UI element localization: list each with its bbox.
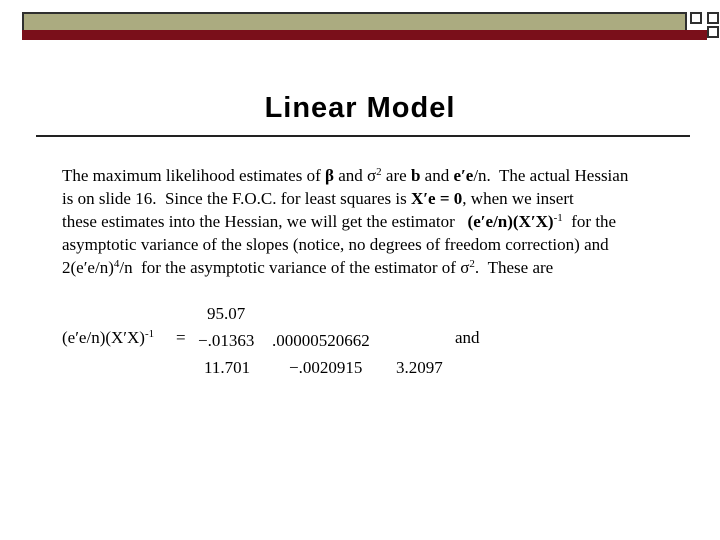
text-span: is on slide 16. Since the F.O.C. for least squares is	[62, 189, 411, 208]
superscript: 2	[469, 258, 475, 270]
superscript: -1	[144, 328, 155, 340]
paragraph-line-2	[62, 187, 702, 210]
text-span: . These are	[474, 258, 554, 277]
text-span: these estimates into the Hessian, we will get the estimator	[62, 212, 468, 231]
slide-header-bar	[22, 12, 707, 40]
b-vector: b	[410, 166, 421, 185]
beta-symbol: β	[324, 166, 334, 185]
text-span: /n. The actual Hessian	[473, 166, 629, 185]
title-divider	[36, 135, 690, 137]
and-text: and	[455, 328, 480, 347]
matrix-label	[62, 328, 154, 348]
text-span: asymptotic variance of the slopes (notice, no degrees of freedom correction) and	[62, 235, 609, 254]
header-square-decoration	[707, 26, 719, 38]
estimator-expression: (e′e/n)(X′X)	[467, 212, 554, 231]
text-span: are	[381, 166, 411, 185]
text-span: , when we insert	[462, 189, 574, 208]
text-span: /n for the asymptotic variance of the estimator of	[119, 258, 461, 277]
body-paragraph	[62, 164, 702, 279]
text-span: The maximum likelihood estimates of	[62, 166, 325, 185]
paragraph-line-3	[62, 210, 702, 233]
slide-title: Linear Model	[264, 92, 456, 124]
matrix-cell-r1c1: 95.07	[207, 304, 246, 323]
superscript: 4	[113, 258, 120, 270]
matrix-cell-r2c2: .00000520662	[272, 331, 370, 350]
text-span: 2(e′e/n)	[62, 258, 114, 277]
matrix-cell-r3c2: −.0020915	[289, 358, 363, 377]
sigma-symbol: σ	[460, 258, 470, 277]
header-maroon-band	[22, 30, 707, 40]
header-square-decoration	[707, 12, 719, 24]
header-olive-band	[22, 12, 687, 30]
matrix-label-text: (e′e/n)(X′X)	[62, 328, 145, 347]
sigma-symbol: σ	[367, 166, 377, 185]
text-span: and	[420, 166, 454, 185]
paragraph-line-4	[62, 233, 702, 256]
matrix-cell-r2c1: −.01363	[198, 331, 255, 350]
text-span: and	[333, 166, 367, 185]
paragraph-line-1	[62, 164, 702, 187]
superscript: -1	[553, 212, 563, 224]
xe-equation: X′e = 0	[411, 189, 463, 208]
matrix-cell-r3c3: 3.2097	[396, 358, 443, 377]
ee-term: e′e	[453, 166, 474, 185]
superscript: 2	[376, 166, 382, 178]
text-span: for the	[562, 212, 617, 231]
paragraph-line-5	[62, 256, 702, 279]
equals-sign: =	[176, 328, 186, 347]
header-square-decoration	[690, 12, 702, 24]
matrix-cell-r3c1: 11.701	[204, 358, 251, 377]
